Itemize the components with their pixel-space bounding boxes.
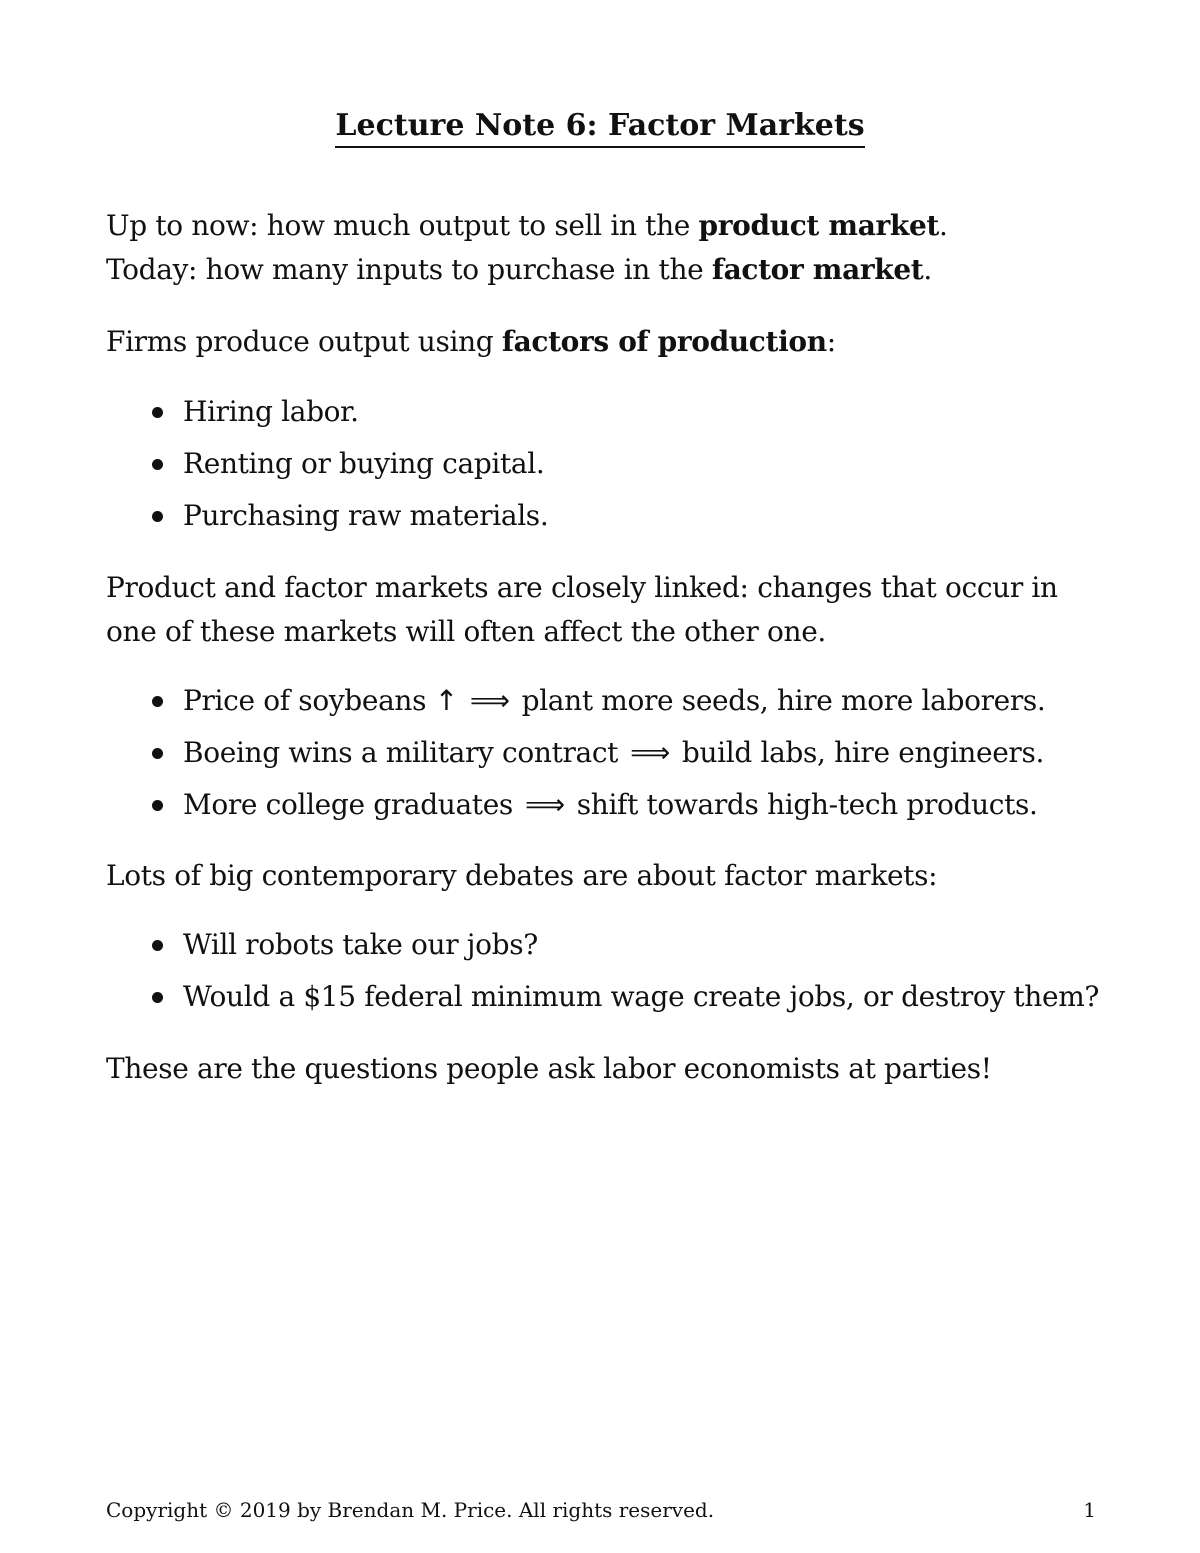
bullet-icon: [152, 800, 163, 811]
factors-of-production-term: factors of production: [501, 325, 827, 358]
up-arrow-icon: ↑: [434, 684, 458, 717]
example-cause: Price of soybeans: [183, 684, 427, 717]
bullet-icon: [152, 940, 163, 951]
copyright-notice: Copyright © 2019 by Brendan M. Price. All rights reserved.: [106, 1498, 715, 1522]
intro-line-2-period: .: [923, 253, 932, 286]
factor-market-term: factor market: [711, 253, 924, 286]
example-cause: More college graduates: [183, 788, 513, 821]
intro-line-2-text: Today: how many inputs to purchase in the: [106, 253, 712, 286]
bullet-icon: [152, 511, 163, 522]
list-item-text: Will robots take our jobs?: [183, 928, 538, 961]
page-title: [0, 108, 1200, 148]
intro-line-1-period: .: [939, 209, 948, 242]
factors-line: [106, 320, 1106, 364]
bullet-icon: [152, 696, 163, 707]
example-effect: plant more seeds, hire more laborers.: [521, 684, 1046, 717]
example-cause: Boeing wins a military contract: [183, 736, 619, 769]
debates-paragraph: [106, 854, 1106, 898]
intro-line-2: [106, 248, 1106, 292]
list-item-text: Hiring labor.: [183, 395, 359, 428]
bullet-icon: [152, 407, 163, 418]
example-effect: shift towards high-tech products.: [576, 788, 1038, 821]
debates-text: Lots of big contemporary debates are about factor markets:: [106, 859, 938, 892]
list-item-text: Renting or buying capital.: [183, 447, 545, 480]
debates-list: [150, 923, 1110, 1027]
factors-colon: :: [826, 325, 836, 358]
list-item: [150, 679, 1110, 731]
title-text: Lecture Note 6: Factor Markets: [335, 108, 864, 148]
list-item-text: Purchasing raw materials.: [183, 499, 549, 532]
page-number: 1: [1083, 1498, 1096, 1522]
list-item: [150, 923, 1110, 975]
example-effect: build labs, hire engineers.: [681, 736, 1045, 769]
intro-line-1: [106, 204, 1106, 248]
closing-text: These are the questions people ask labor economists at parties!: [106, 1052, 992, 1085]
implies-arrow-icon: ⟹: [524, 788, 565, 821]
factors-paragraph: [106, 320, 1106, 364]
implies-arrow-icon: ⟹: [630, 736, 670, 769]
implies-arrow-icon: ⟹: [469, 684, 510, 717]
linked-paragraph: [106, 566, 1106, 654]
list-item: [150, 442, 1110, 494]
list-item: [150, 783, 1110, 835]
closing-paragraph: [106, 1047, 1106, 1091]
list-item-text: Would a $15 federal minimum wage create jobs, or destroy them?: [183, 980, 1100, 1013]
factors-text: Firms produce output using: [106, 325, 502, 358]
bullet-icon: [152, 992, 163, 1003]
list-item: [150, 494, 1110, 546]
linked-examples-list: [150, 679, 1110, 835]
bullet-icon: [152, 748, 163, 759]
list-item: [150, 390, 1110, 442]
list-item: [150, 975, 1110, 1027]
list-item: [150, 731, 1110, 783]
factors-list: [150, 390, 1110, 546]
product-market-term: product market: [698, 209, 939, 242]
intro-paragraph: [106, 204, 1106, 292]
intro-line-1-text: Up to now: how much output to sell in the: [106, 209, 699, 242]
linked-text: Product and factor markets are closely linked: changes that occur in one of these markets will often affect the other one.: [106, 571, 1058, 648]
bullet-icon: [152, 459, 163, 470]
